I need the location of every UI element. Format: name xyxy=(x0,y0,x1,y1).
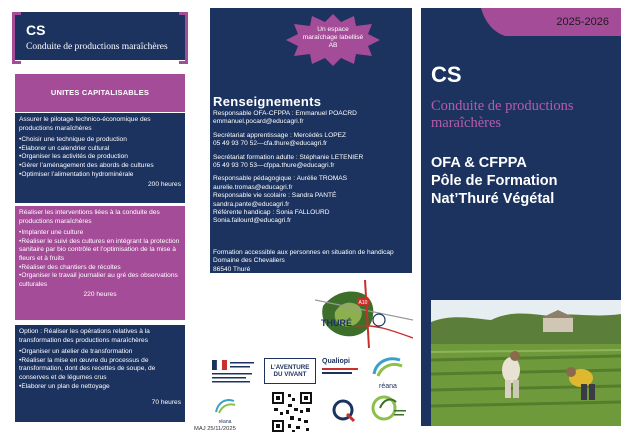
right-bracket-decoration xyxy=(179,12,188,64)
partner-logos xyxy=(210,352,412,426)
cs-header-box xyxy=(14,12,186,60)
pole-line: Pôle de Formation xyxy=(431,173,558,189)
qualiopi-underline xyxy=(322,368,358,370)
unit-list xyxy=(19,136,181,179)
list-item: • Implanter une culture xyxy=(19,229,181,238)
contacts-list xyxy=(213,110,409,226)
cs-big-title: CS xyxy=(431,62,462,87)
unit-title: Assurer le pilotage technico-économique des productions maraîchères xyxy=(19,116,151,132)
contact-line: Responsable pédagogique : Aurélie TROMAS xyxy=(213,175,348,183)
list-item: • Réaliser le suivi des cultures en intégrant la protection sanitaire par bio contrôle et l’optimisation de la mise à fleurs et à fruits xyxy=(19,238,181,264)
middle-panel xyxy=(194,8,412,432)
unit-block-transformation xyxy=(15,325,185,422)
address-line: Domaine des Chevaliers xyxy=(213,257,285,265)
aventure-line1: L’AVENTURE xyxy=(270,364,310,371)
contact-line: Secrétariat formation adulte : Stéphanie LETENIER xyxy=(213,153,364,161)
contact-phone-email[interactable]: 05 49 93 70 52—cfa.thure@educagri.fr xyxy=(213,140,328,148)
list-item: • Organiser le travail journalier au gré des observations culturales xyxy=(19,272,181,289)
update-date: MAJ 25/11/2025 xyxy=(194,426,236,432)
unit-hours: 200 heures xyxy=(148,181,181,189)
republique-francaise-logo xyxy=(212,360,256,386)
school-year: 2025-2026 xyxy=(556,16,609,28)
contact-line: Responsable vie scolaire : Sandra PANTÉ xyxy=(213,192,337,200)
list-item: • Organiser les activités de production xyxy=(19,153,181,162)
badge-text: Un espace maraîchage labellisé AB xyxy=(302,26,364,50)
unit-title: Réaliser les interventions liées à la conduite des productions maraîchères xyxy=(19,209,160,225)
left-bracket-decoration xyxy=(12,12,21,64)
unit-hours: 70 heures xyxy=(151,399,181,407)
reana-small-mark-icon xyxy=(212,396,238,414)
reana-logo xyxy=(368,354,408,388)
unites-title: UNITES CAPITALISABLES xyxy=(50,88,150,97)
list-item: • Réaliser des chantiers de récoltes xyxy=(19,264,181,273)
list-item: • Gérer l’aménagement des abords de cultures xyxy=(19,162,181,171)
contact-phone-email[interactable]: 05 49 93 70 53—cfppa.thure@educagri.fr xyxy=(213,162,335,170)
address-line: 86540 Thuré xyxy=(213,265,251,273)
list-item: • Choisir une technique de production xyxy=(19,136,181,145)
field-workers-photo xyxy=(431,300,621,426)
unites-capitalisables-banner xyxy=(15,74,185,112)
contact-email[interactable]: Sonia.fallourd@educagri.fr xyxy=(213,217,292,225)
location-map xyxy=(315,276,413,348)
unit-block-pilotage xyxy=(15,113,185,203)
map-road-label: A10 xyxy=(358,300,368,306)
right-cover-panel xyxy=(421,8,621,426)
address-block xyxy=(213,249,409,274)
qr-code-icon[interactable] xyxy=(270,390,314,434)
list-item: • Organiser un atelier de transformation xyxy=(19,348,181,357)
reana-small-logo xyxy=(212,396,238,425)
qualiopi-text: Qualiopi xyxy=(322,358,350,365)
contact-email[interactable]: emmanuel.pocard@educagri.fr xyxy=(213,118,304,126)
pole-line: Nat’Thuré Végétal xyxy=(431,191,555,207)
map-town-label: THURÉ xyxy=(321,318,352,328)
contact-line: Référente handicap : Sonia FALLOURD xyxy=(213,209,330,217)
reana-text: réana xyxy=(379,383,397,390)
ab-label-badge xyxy=(284,12,382,68)
qualiopi-q-icon xyxy=(330,398,358,424)
renseignements-title: Renseignements xyxy=(213,94,322,109)
campus-vegetal-logo xyxy=(370,392,408,424)
cover-subtitle: Conduite de productions maraîchères xyxy=(431,98,574,131)
pole-line: OFA & CFPPA xyxy=(431,155,527,171)
contact-email[interactable]: sandra.pante@educagri.fr xyxy=(213,200,290,208)
cs-label: CS xyxy=(26,22,46,38)
qualiopi-logo xyxy=(322,358,362,382)
qualiopi-underline-2 xyxy=(322,372,352,374)
unit-title: Option : Réaliser les opérations relatives à la transformation des productions maraîchères xyxy=(19,328,150,344)
left-panel xyxy=(10,8,190,426)
header-subtitle: Conduite de productions maraîchères xyxy=(26,42,168,52)
pole-formation-block xyxy=(431,154,558,208)
list-item: • Réaliser la mise en œuvre du processus de transformation, dont des recettes de soupe, de conserves et de légumes crus xyxy=(19,357,181,383)
list-item: • Optimiser l’alimentation hydrominérale xyxy=(19,171,181,180)
unit-hours: 220 heures xyxy=(83,291,117,299)
aventure-du-vivant-logo xyxy=(264,358,316,384)
unit-list xyxy=(19,229,181,289)
reana-mark-icon xyxy=(368,354,408,378)
unit-block-interventions xyxy=(15,206,185,320)
list-item: • Élaborer un plan de nettoyage xyxy=(19,383,181,392)
accessibility-note: Formation accessible aux personnes en situation de handicap xyxy=(213,249,394,256)
aventure-line2: DU VIVANT xyxy=(273,371,307,378)
contact-line: Responsable OFA-CFPPA : Emmanuel POACRD xyxy=(213,110,357,117)
contact-line: Secrétariat apprentissage : Mercédès LOPEZ xyxy=(213,131,347,139)
contact-area xyxy=(210,8,412,273)
unit-list xyxy=(19,348,181,391)
contact-email[interactable]: aurelie.tromas@educagri.fr xyxy=(213,183,293,191)
reana-small-text: réana xyxy=(218,419,232,425)
list-item: • Élaborer un calendrier cultural xyxy=(19,145,181,154)
